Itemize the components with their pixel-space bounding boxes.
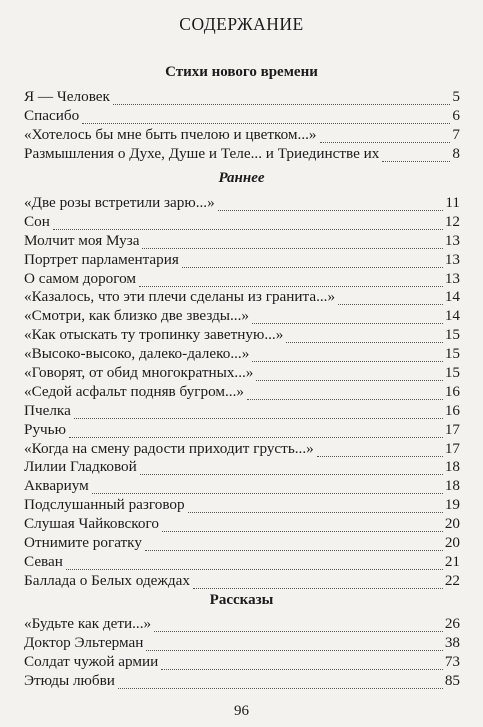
toc-entry [24,145,460,164]
entry-page: 14 [444,307,460,325]
dot-leader [118,678,443,689]
entry-page: 17 [444,439,460,457]
entry-title: Слушая Чайковского [24,515,159,533]
toc-entry [24,345,460,364]
entry-page: 20 [444,515,460,533]
entry-title: «Будьте как дети...» [24,615,152,632]
entry-page: 26 [444,615,460,632]
toc-entry [24,402,460,421]
entry-title: Доктор Эльтерман [24,633,144,651]
entry-page: 8 [452,144,460,162]
entry-title: «Седой асфальт подняв бугром...» [24,382,244,400]
toc-entry [24,634,460,653]
dot-leader [74,408,443,419]
toc-entry [24,496,460,515]
dot-leader [154,621,443,632]
entry-page: 85 [444,671,460,689]
toc-section-stories [24,615,460,691]
dot-leader [142,238,442,249]
toc-entry [24,515,460,534]
dot-leader [247,389,443,400]
dot-leader [252,313,443,324]
entry-title: Этюды любви [24,671,115,689]
toc-entry [24,232,460,251]
entry-title: «Высоко-высоко, далеко-далеко...» [24,345,250,363]
entry-title: Баллада о Белых одеждах [24,571,190,589]
dot-leader [317,446,443,457]
entry-title: Отнимите рогатку [24,534,142,552]
entry-page: 20 [444,534,460,552]
entry-page: 15 [444,364,460,382]
entry-title: Портрет парламентария [24,250,179,268]
toc-entry [24,288,460,307]
dot-leader [286,332,443,343]
dot-leader [69,427,443,438]
entry-page: 15 [444,326,460,344]
dot-leader [182,257,443,268]
entry-title: «Как отыскать ту тропинку заветную...» [24,326,284,344]
toc-entry [24,477,460,496]
dot-leader [256,370,442,381]
entry-page: 5 [452,88,460,105]
toc-entry [24,213,460,232]
entry-title: Размышления о Духе, Душе и Теле... и Триединстве их [24,144,380,162]
entry-title: «Когда на смену радости приходит грусть...» [24,439,314,457]
dot-leader [139,276,443,287]
section-heading-stories: Рассказы [209,592,274,608]
entry-title: Севан [24,552,63,570]
entry-title: Я — Человек [24,88,110,105]
section-heading-new-poems: Стихи нового времени [165,64,318,80]
entry-title: Лилии Гладковой [24,458,137,476]
entry-title: Солдат чужой армии [24,652,159,670]
entry-title: Сон [24,212,50,230]
toc-section-new-poems [24,88,460,164]
entry-title: Пчелка [24,401,71,419]
dot-leader [161,659,443,670]
toc-entry [24,615,460,634]
toc-entry [24,88,460,107]
dot-leader [382,151,450,162]
entry-page: 18 [444,477,460,495]
dot-leader [252,351,443,362]
entry-page: 13 [444,250,460,268]
entry-title: «Говорят, от обид многократных...» [24,364,254,382]
entry-page: 73 [444,652,460,670]
entry-page: 18 [444,458,460,476]
entry-page: 11 [445,194,460,211]
toc-entry [24,653,460,672]
toc-section-early [24,194,460,591]
entry-page: 13 [444,231,460,249]
entry-title: «Смотри, как близко две звезды...» [24,307,249,325]
entry-page: 19 [444,496,460,514]
dot-leader [188,502,443,513]
toc-entry [24,421,460,440]
toc-entry [24,534,460,553]
entry-page: 17 [444,420,460,438]
entry-page: 13 [444,269,460,287]
toc-entry [24,572,460,591]
entry-page: 38 [444,633,460,651]
toc-entry [24,107,460,126]
toc-entry [24,326,460,345]
dot-leader [82,113,450,124]
entry-title: Подслушанный разговор [24,496,185,514]
dot-leader [145,540,443,551]
section-heading-early: Раннее [218,170,265,186]
entry-title: «Хотелось бы мне быть пчелою и цветком...» [24,125,317,143]
toc-entry [24,270,460,289]
toc-entry [24,383,460,402]
entry-title: «Казалось, что эти плечи сделаны из гранита...» [24,288,336,306]
dot-leader [320,132,451,143]
entry-page: 7 [452,125,460,143]
toc-entry [24,440,460,459]
toc-entry [24,672,460,691]
page-number: 96 [234,703,249,719]
toc-entry [24,458,460,477]
entry-title: Молчит моя Муза [24,231,140,249]
entry-title: Спасибо [24,106,80,124]
entry-title: О самом дорогом [24,269,137,287]
contents-title: СОДЕРЖАНИЕ [179,14,304,34]
entry-page: 22 [444,571,460,589]
entry-page: 16 [444,401,460,419]
entry-page: 12 [444,212,460,230]
entry-page: 16 [444,382,460,400]
entry-title: Аквариум [24,477,89,495]
dot-leader [66,559,443,570]
dot-leader [162,521,443,532]
dot-leader [146,640,442,651]
entry-page: 15 [444,345,460,363]
dot-leader [338,294,443,305]
entry-page: 21 [444,552,460,570]
entry-page: 14 [444,288,460,306]
entry-title: «Две розы встретили зарю...» [24,194,215,211]
dot-leader [53,219,443,230]
toc-entry [24,307,460,326]
toc-entry [24,251,460,270]
toc-entry [24,126,460,145]
entry-page: 6 [452,106,460,124]
dot-leader [193,578,443,589]
toc-entry [24,553,460,572]
dot-leader [92,483,443,494]
toc-entry [24,364,460,383]
entry-title: Ручью [24,420,66,438]
dot-leader [113,94,451,105]
dot-leader [218,200,444,211]
toc-entry [24,194,460,213]
dot-leader [140,464,443,475]
